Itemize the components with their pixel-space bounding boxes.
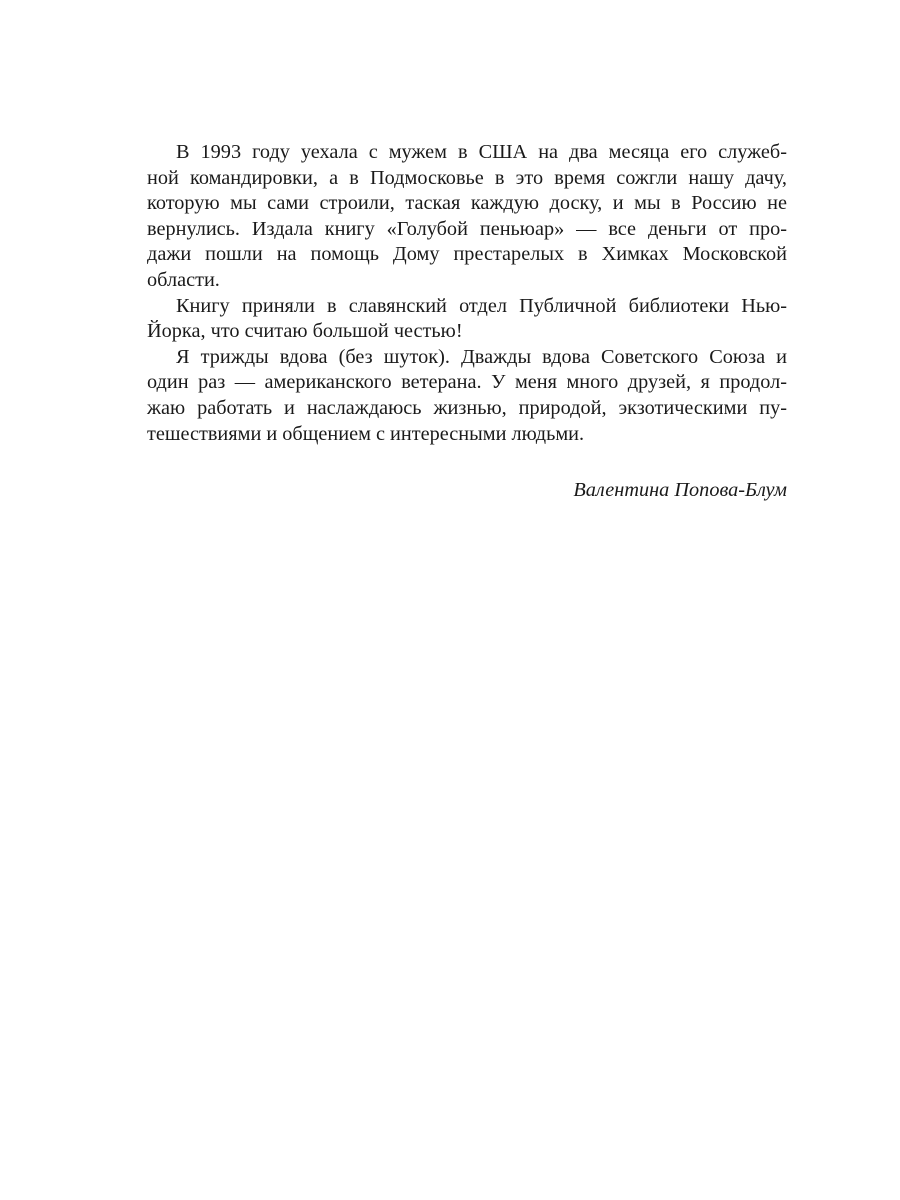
paragraph-1-line-5: дажи пошли на помощь Дому престарелых в Химках Московской bbox=[147, 243, 787, 266]
paragraph-3-line-4: тешествиями и общением с интересными людьми. bbox=[147, 422, 585, 445]
body-text bbox=[147, 140, 787, 447]
paragraph-3-line-3: жаю работать и наслаждаюсь жизнью, природой, экзотическими пу- bbox=[147, 396, 787, 419]
paragraph-2-line-2: Йорка, что считаю большой честью! bbox=[147, 320, 463, 343]
paragraph-3-line-2: один раз — американского ветерана. У меня много друзей, я продол- bbox=[147, 371, 787, 394]
paragraph-1-line-4: вернулись. Издала книгу «Голубой пеньюар» — все деньги от про- bbox=[147, 217, 787, 240]
paragraph-1-line-6: области. bbox=[147, 268, 220, 291]
paragraph-3-line-1: Я трижды вдова (без шуток). Дважды вдова Советского Союза и bbox=[176, 345, 787, 368]
author-signature: Валентина Попова-Блум bbox=[573, 479, 787, 501]
paragraph-1-line-3: которую мы сами строили, таская каждую доску, и мы в Россию не bbox=[147, 192, 787, 215]
paragraph-1-line-2: ной командировки, а в Подмосковье в это время сожгли нашу дачу, bbox=[147, 166, 787, 189]
paragraph-2-line-1: Книгу приняли в славянский отдел Публичной библиотеки Нью- bbox=[176, 294, 787, 317]
paragraph-1-line-1: В 1993 году уехала с мужем в США на два месяца его служеб- bbox=[176, 141, 787, 163]
